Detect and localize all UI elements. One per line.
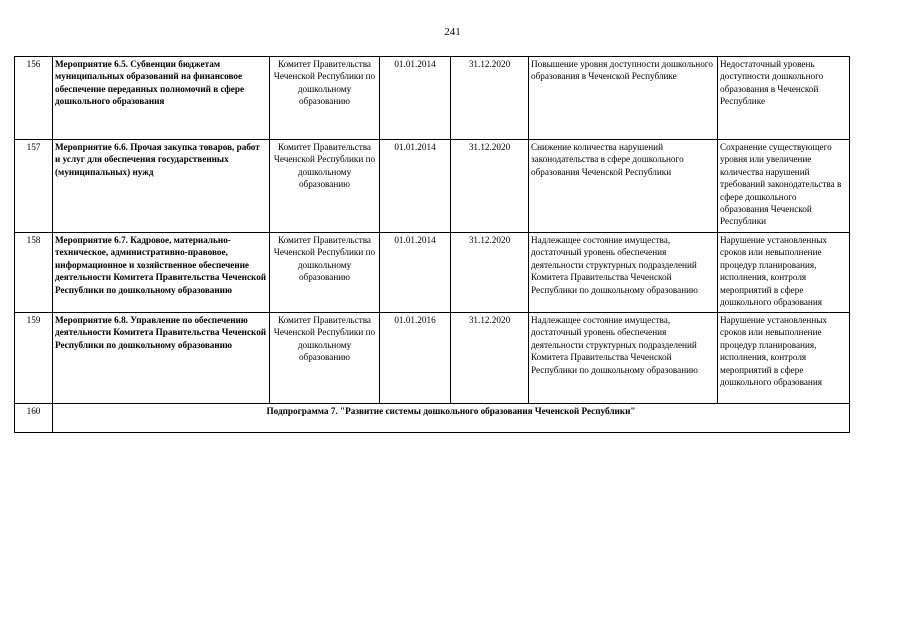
activity-title: Мероприятие 6.7. Кадровое, материально-техническое, административно-правовое, информационное и хозяйственное обеспечение деятельности Комитета Правительства Чеченской Республики по дошкольному образованию <box>53 233 270 313</box>
non-implementation-consequence: Сохранение существующего уровня или увеличение количества нарушений требований законодательства в сфере дошкольного образования Чеченской Республики <box>718 140 850 233</box>
start-date: 01.01.2014 <box>380 57 451 140</box>
start-date: 01.01.2014 <box>380 233 451 313</box>
executor: Комитет Правительства Чеченской Республики по дошкольному образованию <box>270 57 380 140</box>
end-date: 31.12.2020 <box>451 57 529 140</box>
activity-title: Мероприятие 6.8. Управление по обеспечению деятельности Комитета Правительства Чеченской Республики по дошкольному образованию <box>53 313 270 404</box>
end-date: 31.12.2020 <box>451 140 529 233</box>
expected-result: Повышение уровня доступности дошкольного образования в Чеченской Республике <box>529 57 718 140</box>
table-row <box>15 57 850 140</box>
non-implementation-consequence: Нарушение установленных сроков или невыполнение процедур планирования, исполнения, контроля мероприятий в сфере дошкольного образования <box>718 313 850 404</box>
expected-result: Снижение количества нарушений законодательства в сфере дошкольного образования Чеченской Республики <box>529 140 718 233</box>
executor: Комитет Правительства Чеченской Республики по дошкольному образованию <box>270 313 380 404</box>
start-date: 01.01.2016 <box>380 313 451 404</box>
page-number: 241 <box>444 26 461 38</box>
start-date: 01.01.2014 <box>380 140 451 233</box>
expected-result: Надлежащее состояние имущества, достаточный уровень обеспечения деятельности структурных подразделений Комитета Правительства Чеченской Республики по дошкольному образованию <box>529 233 718 313</box>
activity-title: Мероприятие 6.6. Прочая закупка товаров, работ и услуг для обеспечения государственных (муниципальных) нужд <box>53 140 270 233</box>
program-activities-table <box>14 56 850 433</box>
row-number: 158 <box>15 233 53 313</box>
end-date: 31.12.2020 <box>451 233 529 313</box>
activity-title: Мероприятие 6.5. Субвенции бюджетам муниципальных образований на финансовое обеспечение переданных полномочий в сфере дошкольного образования <box>53 57 270 140</box>
row-number: 157 <box>15 140 53 233</box>
end-date: 31.12.2020 <box>451 313 529 404</box>
row-number: 160 <box>15 404 53 433</box>
non-implementation-consequence: Недостаточный уровень доступности дошкольного образования в Чеченской Республике <box>718 57 850 140</box>
table-row <box>15 233 850 313</box>
executor: Комитет Правительства Чеченской Республики по дошкольному образованию <box>270 140 380 233</box>
executor: Комитет Правительства Чеченской Республики по дошкольному образованию <box>270 233 380 313</box>
row-number: 159 <box>15 313 53 404</box>
non-implementation-consequence: Нарушение установленных сроков или невыполнение процедур планирования, исполнения, контроля мероприятий в сфере дошкольного образования <box>718 233 850 313</box>
table-row <box>15 313 850 404</box>
expected-result: Надлежащее состояние имущества, достаточный уровень обеспечения деятельности структурных подразделений Комитета Правительства Чеченской Республики по дошкольному образованию <box>529 313 718 404</box>
row-number: 156 <box>15 57 53 140</box>
subprogram-title: Подпрограмма 7. "Развитие системы дошкольного образования Чеченской Республики" <box>53 404 850 433</box>
table-row <box>15 140 850 233</box>
subprogram-row <box>15 404 850 433</box>
